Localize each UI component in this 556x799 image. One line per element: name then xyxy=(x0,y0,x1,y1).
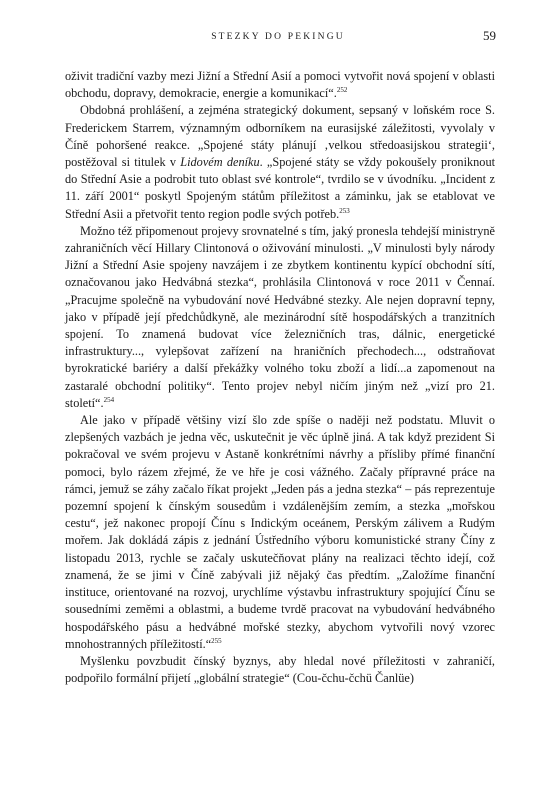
body-text xyxy=(65,68,495,687)
paragraph xyxy=(65,68,495,102)
footnote-ref: 253 xyxy=(339,206,350,215)
paragraph xyxy=(65,653,495,687)
running-head: STEZKY DO PEKINGU xyxy=(211,32,345,42)
paragraph-text: Myšlenku povzbudit čínský byznys, aby hledal nové příležitosti v zahraničí, podpořilo formální přijetí „globální strategie“ (Cou-čchu-čchü Čanlüe) xyxy=(65,653,495,686)
paragraph-text: Ale jako v případě většiny vizí šlo zde spíše o naději než podstatu. Mluvit o zlepšených vazbách je jedna věc, uskutečnit je věc úplně jiná. A tak když prezident Si pokračoval ve svém projevu v Astaně konkrétními návrhy a přísliby přímé finanční pomoci, bylo rázem zřejmé, že ve hře je cosi vážného. Začaly přípravné práce na rámci, jemuž se záhy začalo říkat projekt „Jeden pás a jedna stezka“ – pás reprezentuje pozemní spojení k čínským sousedům i vzdálenějším zemím, a stezka „mořskou cestu“, jež nakonec propojí Čínu s Indickým oceánem, Perským zálivem a Rudým mořem. Jak dokládá zápis z jednání Ústředního výboru komunistické strany Číny z listopadu 2013, rychle se začaly uskutečňovat plány na realizaci těchto idejí, což znamená, že se jimi v Číně zabývali již nějaký čas předtím. „Založíme finanční instituce, orientované na rozvoj, urychlíme výstavbu infrastruktury spojující Čínu se sousedními zeměmi a oblastmi, a budeme tvrdě pracovat na vybudování hedvábného hospodářského pásu a hedvábné mořské stezky, abychom vytvořili nový vzorec mnohostranných příležitostí.“ xyxy=(65,413,495,651)
paragraph xyxy=(65,102,495,222)
page-number: 59 xyxy=(483,28,496,43)
footnote-ref: 255 xyxy=(211,636,222,645)
paragraph-text: . „Spojené státy se vždy pokoušely proniknout do Střední Asie a podrobit tuto oblast své kontrole“, tvrdilo se v úvodníku. „Incident z 11. září 2001“ poskytl Spojeným státům příležitost a záminku, jak se etablovat ve Střední Asii a přetvořit tento region podle svých potřeb. xyxy=(65,155,496,221)
paragraph xyxy=(65,412,495,653)
newspaper-title: Lidovém deníku xyxy=(180,155,260,170)
paragraph-text: oživit tradiční vazby mezi Jižní a Střední Asií a pomoci vytvořit nová spojení v oblasti obchodu, dopravy, demokracie, energie a komunikací“. xyxy=(65,69,495,101)
footnote-ref: 252 xyxy=(336,86,348,95)
paragraph xyxy=(65,223,495,412)
paragraph-text: Možno též připomenout projevy srovnatelné s tím, jaký pronesla tehdejší ministryně zahraničních věcí Hillary Clintonová o oživování minulosti. „V minulosti byly národy Jižní a Střední Asie spojeny navzájem i ze zbytkem kontinentu kypící obchodní sítí, označovanou jako Hedvábná stezka“, prohlásila Clintonová v roce 2011 v Čennaí. „Pracujme společně na vybudování nové Hedvábné stezky. Ale nejen dopravní tepny, jako v případě její předchůdkyně, ale mezinárodní sítě hospodářských a tranzitních spojení. To znamená budovat více železničních tras, dálnic, energetické infrastruktury..., vylepšovat zařízení na hraničních přechodech..., odstraňovat byrokratické bariéry a další překážky volného toku zboží a lidí...a zapomenout na zastaralé obchodní politiky“. Tento projev nebyl ničím jiným než „vizí pro 21. století“. xyxy=(65,223,495,410)
footnote-ref: 254 xyxy=(103,395,115,404)
paragraph-text: Obdobná prohlášení, a zejména strategický dokument, sepsaný v loňském roce S. Frederickem Starrem, významným odborníkem na eurasijské záležitosti, vyvolaly v Číně pohoršené reakce. „Spojené státy plánují ‚velkou středoasijskou strategii‘, postěžoval si titulek v xyxy=(65,103,495,170)
